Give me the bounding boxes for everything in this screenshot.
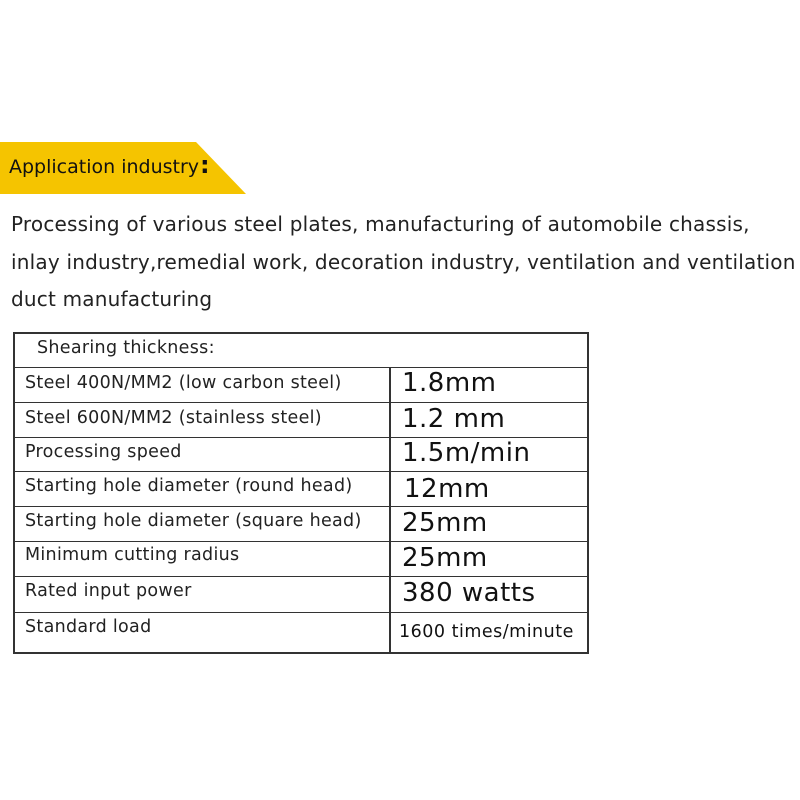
table-header: Shearing thickness:	[37, 338, 215, 358]
description-line: inlay industry,remedial work, decoration industry, ventilation and ventilation	[11, 249, 796, 274]
row-value: 12mm	[404, 474, 490, 504]
row-value: 1.5m/min	[402, 438, 531, 468]
table-row	[15, 613, 587, 652]
application-description	[11, 206, 796, 319]
table-row	[15, 368, 587, 403]
table-row	[15, 507, 587, 542]
row-label: Starting hole diameter (square head)	[25, 511, 362, 531]
row-value: 1.2 mm	[402, 404, 506, 434]
row-label: Rated input power	[25, 581, 192, 601]
row-value: 25mm	[402, 508, 488, 538]
row-label: Minimum cutting radius	[25, 545, 240, 565]
section-title: Application industry	[9, 156, 200, 178]
row-label: Steel 400N/MM2 (low carbon steel)	[25, 373, 342, 393]
row-label: Steel 600N/MM2 (stainless steel)	[25, 408, 322, 428]
table-row	[15, 472, 587, 507]
description-line: duct manufacturing	[11, 287, 213, 311]
section-title-colon: :	[200, 151, 210, 179]
table-row	[15, 577, 587, 613]
description-line: Processing of various steel plates, manufacturing of automobile chassis,	[11, 212, 750, 236]
row-value: 380 watts	[402, 578, 536, 608]
table-header-row	[15, 334, 587, 368]
row-value: 1.8mm	[402, 368, 497, 398]
row-value: 1600 times/minute	[399, 622, 574, 642]
row-label: Processing speed	[25, 442, 182, 462]
row-value: 25mm	[402, 543, 488, 573]
table-row	[15, 438, 587, 472]
row-label: Standard load	[25, 617, 152, 637]
table-row	[15, 542, 587, 577]
spec-table	[13, 332, 589, 654]
row-label: Starting hole diameter (round head)	[25, 476, 353, 496]
table-row	[15, 403, 587, 438]
